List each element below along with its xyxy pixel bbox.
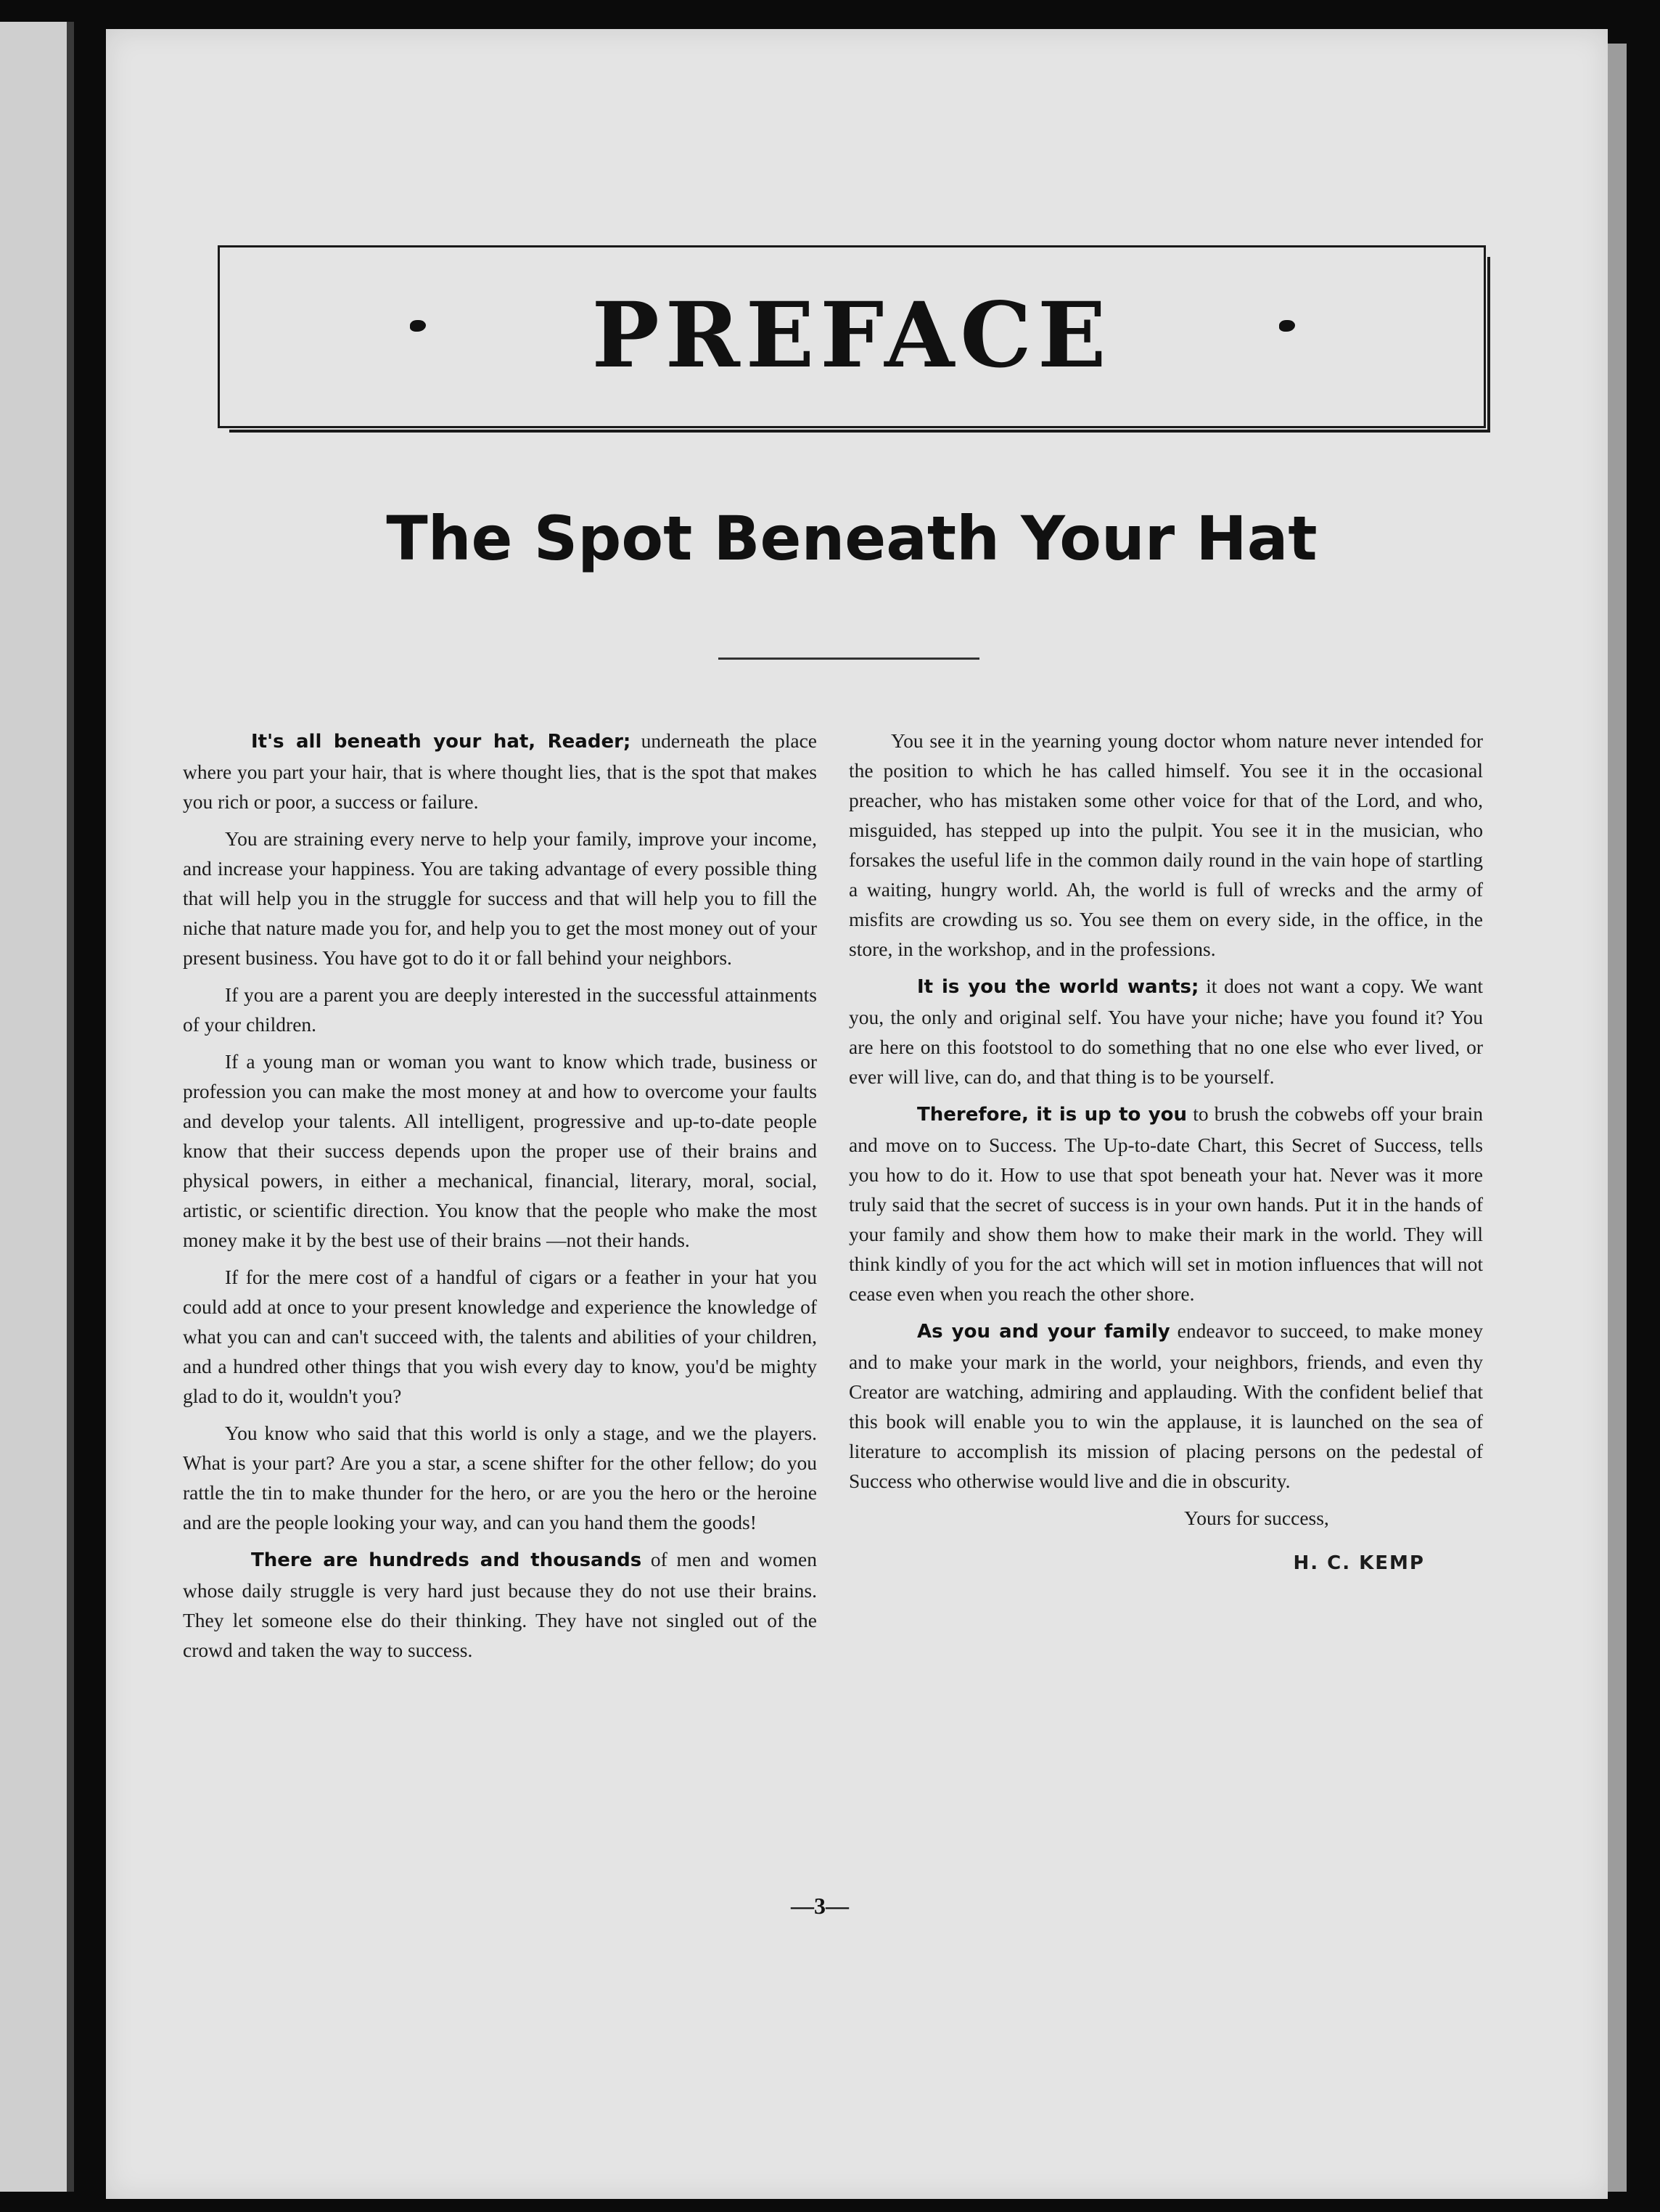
paragraph-text: it does not want a copy. We want you, the only and original self. You have your niche; have you found it? You are here on this footstool to do something that no one else who ever lived, or ever will live, can do, and that thing is to be yourself. (849, 975, 1484, 1088)
header-frame (218, 245, 1486, 428)
text-column-left (183, 726, 817, 1672)
paragraph (183, 1418, 817, 1537)
page-stack-edge (1608, 44, 1627, 2192)
paragraph-lead: It's all beneath your hat, Reader; (251, 731, 631, 753)
paragraph-lead: Therefore, it is up to you (917, 1104, 1188, 1126)
article-subtitle: The Spot Beneath Your Hat (386, 503, 1318, 574)
paragraph (849, 1316, 1483, 1496)
paragraph-text: If for the mere cost of a handful of cigars or a feather in your hat you could add at once to your present knowledge and experience the knowledge of what you can and can't succeed with, the talents and abilities of your children, and a hundred other things that you wish every day to know, you'd be mighty glad to do it, wouldn't you? (183, 1266, 817, 1407)
paragraph (849, 726, 1483, 964)
paragraph-text: underneath the place where you part your hair, that is where thought lies, that is the spot that makes you rich or poor, a success or failure. (183, 729, 817, 813)
paragraph (183, 980, 817, 1039)
page-title: PREFACE (591, 283, 1112, 388)
paragraph-text: If a young man or woman you want to know which trade, business or profession you can make the most money at and how to overcome your faults and develop your talents. All intelligent, progressive and up-to-date people know that their success depends upon the proper use of their brains and physical powers, in either a mechanical, financial, literary, moral, social, artistic, or scientific direction. You know that the people who make the most money make it by the best use of their brains —not their hands. (183, 1050, 817, 1251)
text-column-right (849, 726, 1483, 1586)
paragraph (849, 971, 1483, 1091)
paragraph (183, 1544, 817, 1665)
paragraph-text: to brush the cobwebs off your brain and move on to Success. The Up-to-date Chart, this Secret of Success, tells you how to do it. How to use that spot beneath your hat. Never was it more truly said that the secret of success is in your own hands. Put it in the hands of your family and show them how to make their mark in the world. They will think kindly of you for the act which will set in motion influences that will not cease even when you reach the other shore. (849, 1102, 1484, 1305)
author-signature: H. C. KEMP (1293, 1552, 1425, 1574)
paragraph (183, 726, 817, 816)
paragraph-text: of men and women whose daily struggle is very hard just because they do not use their brains. They let someone else do their thinking. They have not singled out of the crowd and taken the way to success. (183, 1548, 817, 1661)
paragraph-text: You see it in the yearning young doctor whom nature never intended for the position to which he has called himself. You see it in the occasional preacher, who has mistaken some other voice for that of the Lord, and who, misguided, has stepped up into the pulpit. You see it in the musician, who forsakes the useful life in the common daily round in the vain hope of startling a waiting, hungry world. Ah, the world is full of wrecks and the army of misfits are crowding us so. You see them on every side, in the office, in the store, in the workshop, and in the professions. (849, 729, 1483, 960)
paragraph (183, 824, 817, 972)
page-number: —3— (791, 1893, 849, 1919)
paragraph-lead: It is you the world wants; (917, 976, 1199, 998)
paragraph-lead: There are hundreds and thousands (251, 1549, 642, 1571)
paragraph-text: You know who said that this world is only a stage, and we the players. What is your part? Are you a star, a scene shifter for the other fellow; do you rattle the tin to make thunder for the hero, or are you the hero or the heroine and are the people looking your way, and can you hand them the goods! (183, 1422, 817, 1533)
closing-block (849, 1503, 1483, 1578)
facing-page-edge (0, 22, 71, 2192)
paragraph-text: If you are a parent you are deeply interested in the successful attainments of your children. (183, 983, 817, 1036)
paragraph (183, 1046, 817, 1255)
paragraph-lead: As you and your family (917, 1321, 1170, 1343)
closing-salutation: Yours for success, (1184, 1507, 1329, 1529)
divider-rule (718, 658, 979, 660)
gutter-shadow (67, 22, 74, 2192)
paragraph-text: endeavor to succeed, to make money and to make your mark in the world, your neighbors, friends, and even thy Creator are watching, admiring and applauding. With the confident belief that this book will enable you to win the applause, it is launched on the sea of literature to accomplish its mission of placing persons on the pedestal of Success who otherwise would live and die in obscurity. (849, 1319, 1484, 1492)
paragraph-text: You are straining every nerve to help your family, improve your income, and increase your happiness. You are taking advantage of every possible thing that will help you in the struggle for success and that will help you to fill the niche that nature made you for, and help you to get the most money out of your present business. You have got to do it or fall behind your neighbors. (183, 827, 817, 969)
paragraph (183, 1262, 817, 1411)
paragraph (849, 1099, 1483, 1308)
